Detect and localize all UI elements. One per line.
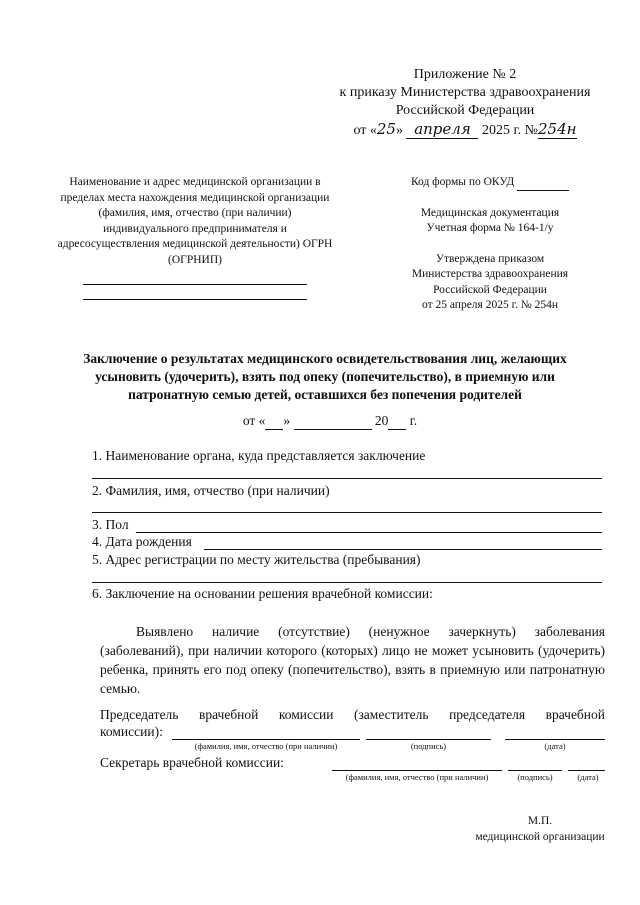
field-5-line [92,582,602,583]
field-3-line [136,532,602,533]
okud-line [385,175,595,191]
chair-date-line [505,739,605,740]
okud-label: Код формы по ОКУД [410,176,515,188]
field-1-label: 1. Наименование органа, куда представляется заключение [92,448,426,463]
secretary-sign-line [508,770,562,771]
stamp-place [470,813,610,845]
field-2-line [92,512,602,513]
appendix-date-month: апреля [406,120,478,139]
appendix-header [300,66,630,140]
secretary-caption-sign: (подпись) [517,772,553,782]
approved-line1: Утверждена приказом [435,252,545,265]
approved-line3: Российской Федерации [433,283,547,296]
organization-line-1 [83,270,307,285]
field-1 [92,447,602,465]
appendix-country: Российской Федерации [395,103,535,118]
chair-label-line2: комиссии): [100,724,163,739]
secretary-caption-name: (фамилия, имя, отчество (при наличии) [345,772,489,782]
field-6 [92,585,602,603]
organization-block [55,175,335,300]
field-3 [92,516,129,534]
approved-line4: от 25 апреля 2025 г. № 254н [421,299,559,311]
chair-label-line1: Председатель врачебной комиссии (заместитель председателя врачебной [100,707,605,722]
field-6-label: 6. Заключение на основании решения врачебной комиссии: [92,586,433,601]
field-5 [92,551,602,569]
organization-label: Наименование и адрес медицинской организации в пределах места нахождения медицинской организации (фамилия, имя, отчество (при наличии) индивидуального предпринимателя и адресосуществления медицинской деятельности) ОГРН (ОГРНИП) [57,176,333,266]
appendix-date-prefix: от « [353,123,377,138]
date-prefix: от « [242,413,266,428]
organization-line-2 [83,285,307,300]
approved-line2: Министерства здравоохранения [411,268,569,280]
conclusion-paragraph: Выявлено наличие (отсутствие) (ненужное зачеркнуть) заболевания (заболеваний), при наличии которого (которых) лицо не может усыновить (удочерить) ребенка, принять его под опеку (попечительство), взять в приемную или патронатную семью. [100,624,605,696]
date-year-blank [388,413,406,430]
date-suffix: г. [409,413,418,428]
appendix-title: Приложение № 2 [413,67,517,82]
chair-caption-name: (фамилия, имя, отчество (при наличии) [194,741,338,751]
stamp-mp: М.П. [527,815,553,827]
date-year-prefix: 20 [374,413,389,428]
field-4 [92,533,192,551]
field-2-label: 2. Фамилия, имя, отчество (при наличии) [92,483,330,498]
doc-type-line1: Медицинская документация [420,206,560,219]
doc-type-line2: Учетная форма № 164-1/у [426,222,554,234]
field-1-line [92,478,602,479]
stamp-org: медицинской организации [475,831,605,843]
appendix-order-ref: к приказу Министерства здравоохранения [339,85,591,100]
date-day-blank [265,413,283,430]
field-5-label: 5. Адрес регистрации по месту жительства (пребывания) [92,552,421,567]
secretary-date-line [568,770,605,771]
document-title: Заключение о результатах медицинского освидетельствования лиц, желающих усыновить (удочерить), взять под опеку (попечительство), в приемную или патронатную семью детей, оставшихся без попечения родителей [83,351,567,402]
field-4-line [204,549,602,550]
field-4-label: 4. Дата рождения [92,534,192,549]
form-code-block [385,175,595,314]
appendix-date-line [300,120,630,140]
chair-caption-date: (дата) [544,741,566,751]
document-date-line [220,413,440,430]
appendix-date-year: 2025 г. [481,123,522,138]
chair-caption-sign: (подпись) [410,741,447,751]
appendix-number-prefix: № [524,123,539,138]
appendix-date-day: 25 [376,120,396,138]
field-2 [92,482,602,500]
field-3-label: 3. Пол [92,517,129,532]
spacer-2 [385,237,595,252]
date-mid: » [283,413,291,428]
secretary-label: Секретарь врачебной комиссии: [100,755,284,770]
appendix-date-mid: » [395,123,403,138]
okud-blank [517,180,569,191]
appendix-number: 254н [538,120,577,138]
date-month-blank [294,413,372,430]
secretary-name-line [332,770,502,771]
chair-name-line [172,739,360,740]
secretary-caption-date: (дата) [577,772,599,782]
spacer-1 [385,191,595,206]
chair-sign-line [366,739,491,740]
